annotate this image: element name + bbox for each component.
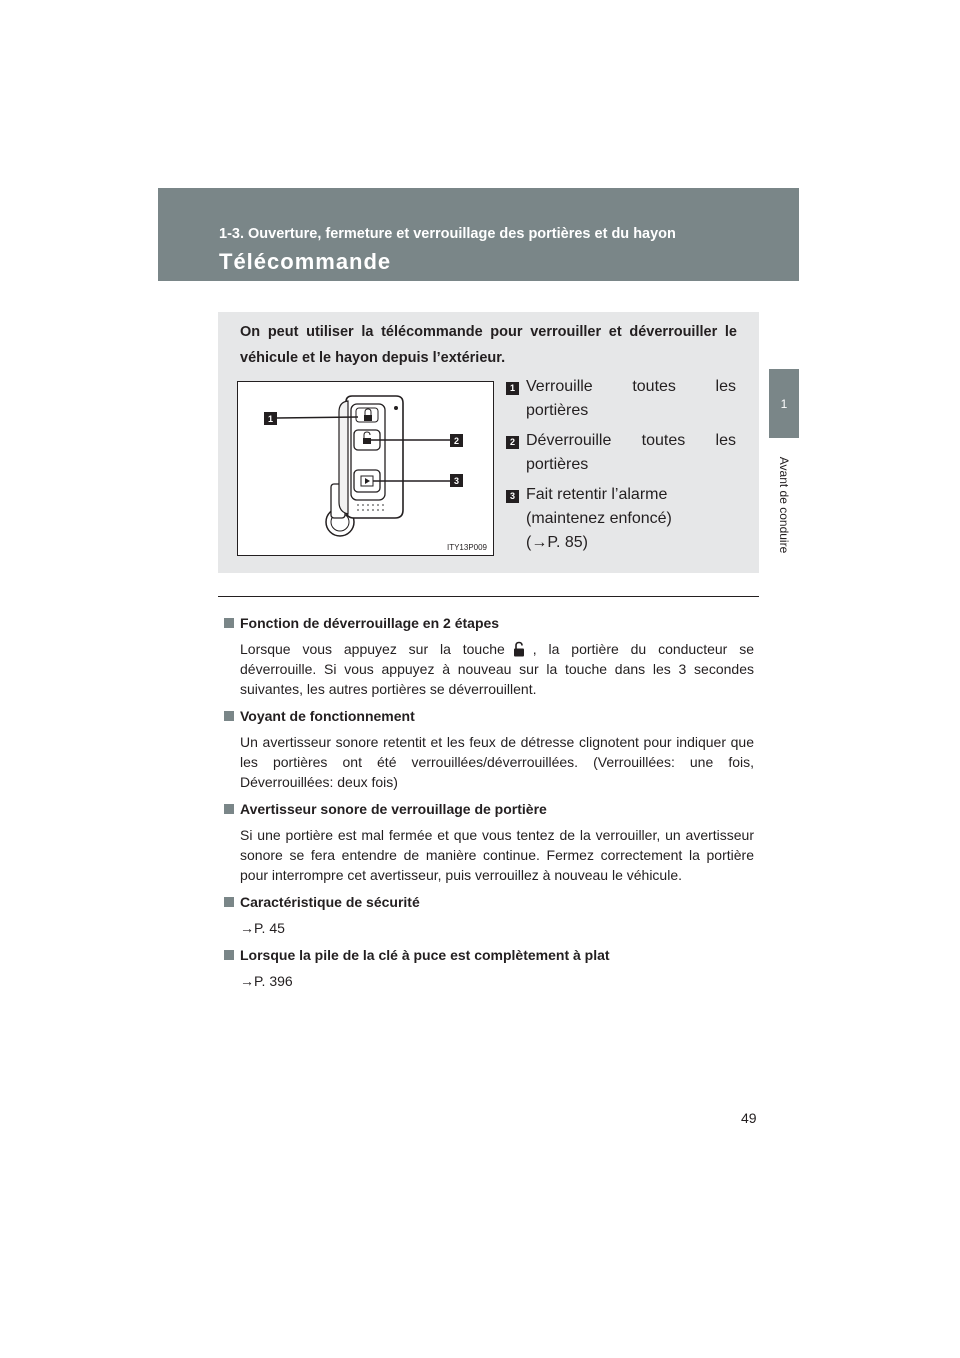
legend-text: portières: [526, 456, 589, 473]
page-number: 49: [741, 1110, 757, 1126]
topic-heading: Avertisseur sonore de verrouillage de portière: [240, 801, 547, 817]
legend-item-unlock: [506, 429, 736, 477]
legend-item-alarm: [506, 483, 736, 555]
topic-heading: Lorsque la pile de la clé à puce est complètement à plat: [240, 947, 610, 963]
topic-body: Lorsque vous appuyez sur la touche: [240, 641, 505, 657]
legend-text: Verrouille toutes les: [526, 378, 736, 395]
section-label: 1-3. Ouverture, fermeture et verrouillage des portières et du hayon: [219, 226, 676, 242]
notes-section: [224, 612, 754, 997]
legend-text: Fait retentir l’alarme: [526, 486, 668, 503]
intro-line-2: véhicule et le hayon depuis l’extérieur.: [240, 350, 506, 366]
legend-number: 3: [506, 490, 519, 503]
chapter-label: Avant de conduire: [777, 456, 791, 554]
callout-3-label: 3: [453, 476, 460, 486]
section-divider: [218, 596, 759, 597]
bullet-square-icon: [224, 711, 234, 721]
topic-body: , la portière du conducteur se déverrouille. Si vous appuyez à nouveau sur la touche dans les 3 secondes suivantes, les autres portières se déverrouillent.: [240, 641, 754, 697]
page-reference-link[interactable]: (→P. 85): [526, 534, 588, 551]
chapter-number: 1: [780, 397, 788, 411]
intro-line-1: On peut utiliser la télécommande pour verrouiller et déverrouiller le: [240, 324, 737, 340]
bullet-square-icon: [224, 618, 234, 628]
legend: [506, 375, 736, 561]
topic-body: Un avertisseur sonore retentit et les feux de détresse clignotent pour indiquer que les portières ont été verrouillées/déverrouillées. (Verrouillées: une fois, Déverrouillées: deux fois): [240, 734, 754, 790]
topic: [224, 798, 754, 885]
chapter-tab[interactable]: [769, 369, 799, 438]
page-reference-link[interactable]: →P. 45: [240, 920, 285, 936]
bullet-square-icon: [224, 950, 234, 960]
legend-text: (maintenez enfoncé): [526, 510, 672, 527]
legend-item-lock: [506, 375, 736, 423]
page-reference-link[interactable]: →P. 396: [240, 973, 293, 989]
topic-body: Si une portière est mal fermée et que vous tentez de la verrouiller, un avertisseur sonore se fera entendre de manière continue. Fermez correctement la portière pour interrompre cet avertisseur, puis verrouillez à nouveau le véhicule.: [240, 827, 754, 883]
legend-number: 2: [506, 436, 519, 449]
topic: [224, 944, 754, 991]
unlock-icon: [511, 641, 527, 657]
topic: [224, 705, 754, 792]
bullet-square-icon: [224, 804, 234, 814]
topic: [224, 612, 754, 699]
topic-heading: Voyant de fonctionnement: [240, 708, 415, 724]
legend-number: 1: [506, 382, 519, 395]
figure-code: ITY13P009: [446, 543, 487, 552]
topic: [224, 891, 754, 938]
key-fob-figure: [237, 381, 494, 556]
key-fob-illustration: [238, 382, 493, 555]
legend-text: Déverrouille toutes les: [526, 432, 736, 449]
intro-text: [240, 319, 737, 371]
bullet-square-icon: [224, 897, 234, 907]
topic-heading: Caractéristique de sécurité: [240, 894, 420, 910]
legend-text: portières: [526, 402, 589, 419]
callout-2-label: 2: [453, 436, 460, 446]
callout-1-label: 1: [267, 414, 274, 424]
page-title: Télécommande: [219, 249, 392, 274]
topic-heading: Fonction de déverrouillage en 2 étapes: [240, 615, 500, 631]
